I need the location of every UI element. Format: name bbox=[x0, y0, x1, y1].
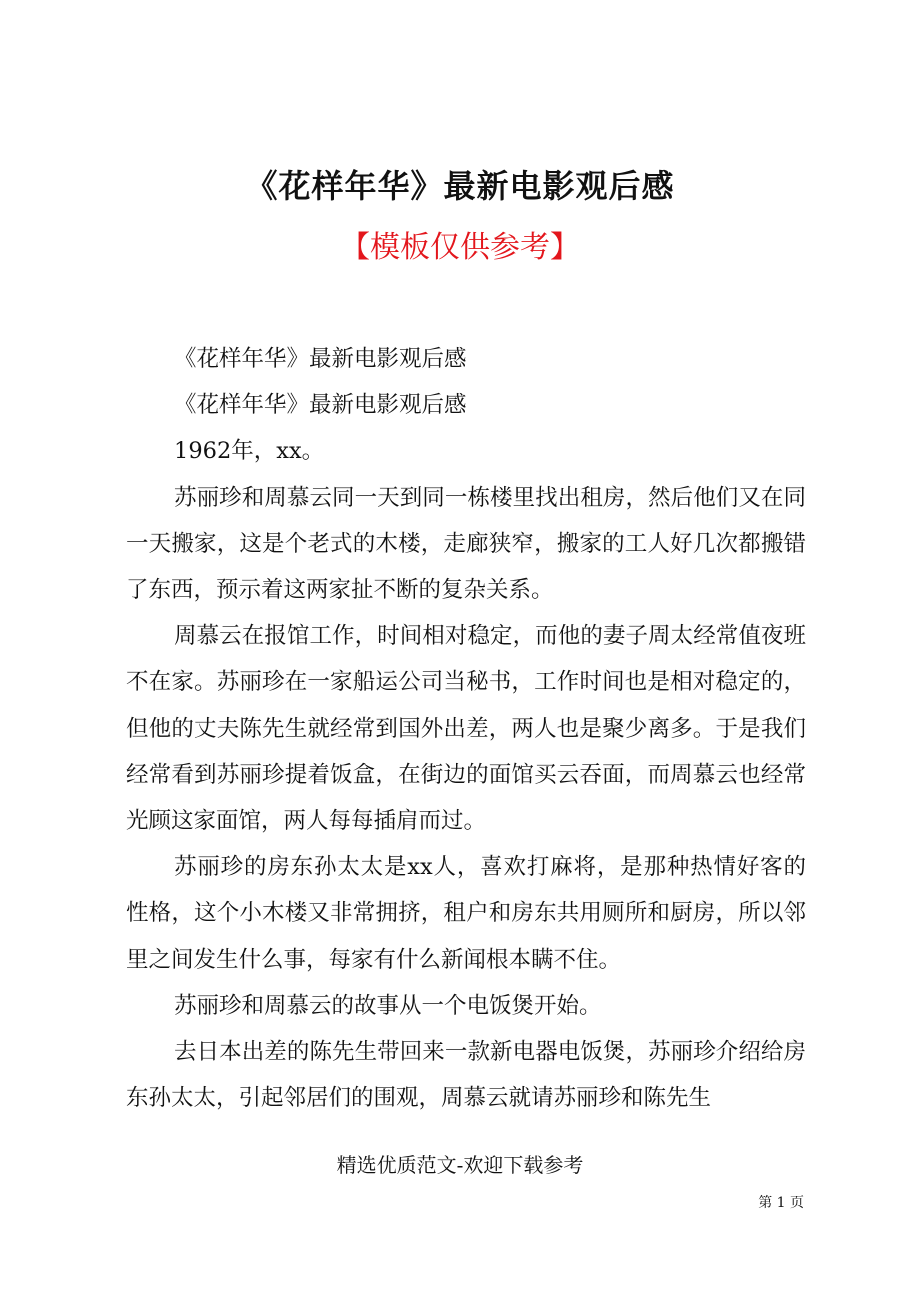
footer-note: 精选优质范文-欢迎下载参考 bbox=[336, 1153, 584, 1177]
paragraph: 苏丽珍和周慕云同一天到同一栋楼里找出租房，然后他们又在同一天搬家，这是个老式的木楼，走廊狭窄，搬家的工人好几次都搬错了东西，预示着这两家扯不断的复杂关系。 bbox=[126, 484, 806, 604]
document-body bbox=[126, 336, 806, 1121]
paragraph: 《花样年华》最新电影观后感 bbox=[174, 392, 467, 419]
paragraph: 苏丽珍和周慕云的故事从一个电饭煲开始。 bbox=[174, 992, 602, 1019]
paragraph: 周慕云在报馆工作，时间相对稳定，而他的妻子周太经常值夜班不在家。苏丽珍在一家船运公司当秘书，工作时间也是相对稳定的，但他的丈夫陈先生就经常到国外出差，两人也是聚少离多。于是我们经常看到苏丽珍提着饭盒，在街边的面馆买云吞面，而周慕云也经常光顾这家面馆，两人每每插肩而过。 bbox=[126, 623, 806, 835]
paragraph: 去日本出差的陈先生带回来一款新电器电饭煲，苏丽珍介绍给房东孙太太，引起邻居们的围观，周慕云就请苏丽珍和陈先生 bbox=[126, 1039, 806, 1112]
page-number: 第 1 页 bbox=[758, 1195, 804, 1211]
document-subtitle: 【模板仅供参考】 bbox=[340, 230, 580, 265]
paragraph: 1962年，xx。 bbox=[174, 438, 325, 465]
paragraph: 《花样年华》最新电影观后感 bbox=[174, 346, 467, 372]
document-title: 《花样年华》最新电影观后感 bbox=[245, 167, 675, 205]
paragraph: 苏丽珍的房东孙太太是xx人，喜欢打麻将，是那种热情好客的性格，这个小木楼又非常拥挤，租户和房东共用厕所和厨房，所以邻里之间发生什么事，每家有什么新闻根本瞒不住。 bbox=[126, 854, 806, 973]
